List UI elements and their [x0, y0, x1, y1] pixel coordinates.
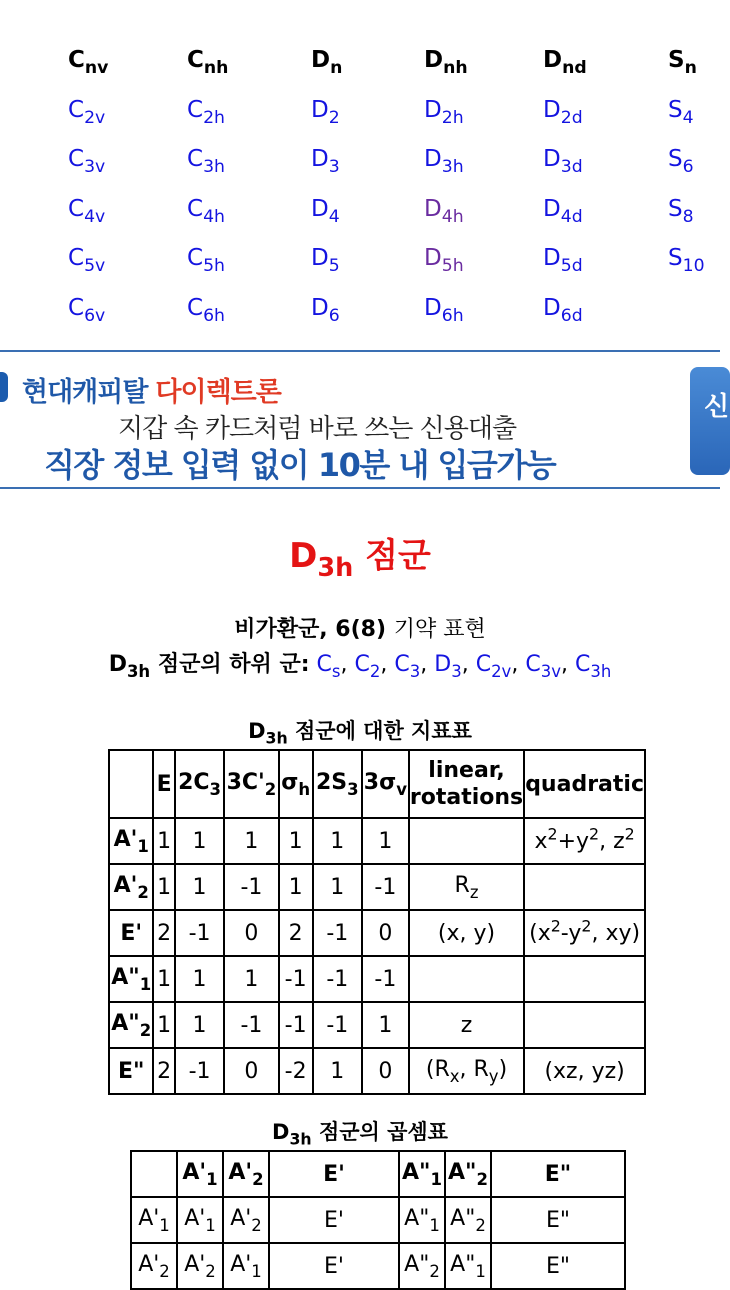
row-A2p: $A'_2$	[131, 1243, 177, 1289]
point-group-row	[0, 179, 720, 229]
group-info: 비가환군, 6(8) 기약 표현	[234, 617, 486, 642]
table-row	[109, 864, 645, 910]
point-group-link[interactable]: $D_{2d}$	[543, 96, 583, 128]
table-cell: 0	[362, 1048, 409, 1094]
irrep-A2pp: $A"_2$	[109, 1002, 153, 1048]
character-table	[108, 749, 646, 1095]
table-cell: 1	[224, 818, 278, 864]
point-group-link[interactable]: $C_{4v}$	[68, 195, 106, 227]
table-cell: 2	[279, 910, 313, 956]
point-group-link[interactable]: $C_{3h}$	[187, 146, 225, 178]
table-cell	[524, 1002, 645, 1048]
point-group-link[interactable]: $C_{2h}$	[187, 96, 225, 128]
point-group-link[interactable]: $C_{3v}$	[68, 146, 106, 178]
table-cell: -2	[279, 1048, 313, 1094]
table-row	[109, 818, 645, 864]
table-cell: 1	[153, 1002, 174, 1048]
col-sigma-h: $\sigma_h$	[279, 750, 313, 818]
point-group-link[interactable]: $S_4$	[668, 96, 694, 128]
point-group-link[interactable]: $D_{5d}$	[543, 245, 583, 277]
table-cell: E'	[269, 1197, 399, 1243]
irrep-Epp: E"	[109, 1048, 153, 1094]
table-cell: 1	[153, 818, 174, 864]
point-group-grid	[0, 30, 720, 327]
col-3C2p: $3C'_2$	[224, 750, 278, 818]
quadratic-A1p: $x^2+y^2$, $z^2$	[524, 818, 645, 864]
point-group-link[interactable]: $C_{5h}$	[187, 245, 225, 277]
table-cell: -1	[313, 1002, 362, 1048]
table-cell: E'	[269, 1243, 399, 1289]
point-group-link[interactable]: $D_6$	[311, 294, 340, 326]
table-row	[109, 1002, 645, 1048]
page-title: $D_{3h}$ 점군	[289, 536, 431, 583]
table-cell: 1	[224, 956, 278, 1002]
table-cell: -1	[279, 1002, 313, 1048]
linear-A2pp: z	[409, 1002, 524, 1048]
point-group-link[interactable]: $C_{5v}$	[68, 245, 106, 277]
point-group-link[interactable]: $S_{10}$	[668, 245, 705, 277]
corner-cell	[109, 750, 153, 818]
col-quadratic: quadratic	[524, 750, 645, 818]
point-group-link[interactable]: $D_{4d}$	[543, 195, 583, 227]
table-cell: E"	[491, 1243, 625, 1289]
col-A1pp: $A"_1$	[399, 1151, 445, 1197]
table-cell	[409, 818, 524, 864]
col-linear-rotations: linear, rotations	[409, 750, 524, 818]
table-cell: E"	[491, 1197, 625, 1243]
point-group-link[interactable]: $D_{6d}$	[543, 294, 583, 326]
table-cell: -1	[362, 864, 409, 910]
table-cell: 1	[362, 1002, 409, 1048]
table-cell: $A'_2$	[223, 1197, 269, 1243]
table-cell: -1	[313, 956, 362, 1002]
table-row	[131, 1197, 625, 1243]
point-group-link[interactable]: $D_{6h}$	[424, 294, 464, 326]
irrep-Ep: E'	[109, 910, 153, 956]
subgroup-link[interactable]: $C_{3h}$	[574, 652, 612, 681]
point-group-link[interactable]: $D_3$	[311, 146, 340, 178]
col-A1p: $A'_1$	[177, 1151, 223, 1197]
col-A2p: $A'_2$	[223, 1151, 269, 1197]
point-group-header: $D_{nh}$	[424, 47, 468, 79]
corner-cell	[131, 1151, 177, 1197]
point-group-link[interactable]: $D_5$	[311, 245, 340, 277]
col-Ep: E'	[269, 1151, 399, 1197]
table-cell: $A'_2$	[177, 1243, 223, 1289]
table-cell: -1	[224, 1002, 278, 1048]
point-group-link[interactable]: $D_{2h}$	[424, 96, 464, 128]
table-cell: 2	[153, 910, 174, 956]
point-group-link[interactable]: $C_{6h}$	[187, 294, 225, 326]
linear-Ep: (x, y)	[409, 910, 524, 956]
table-row	[109, 910, 645, 956]
quadratic-Epp: (xz, yz)	[524, 1048, 645, 1094]
table-cell: 0	[362, 910, 409, 956]
point-group-header: $C_{nh}$	[187, 47, 229, 79]
product-table	[130, 1150, 626, 1290]
table-cell: $A"_2$	[445, 1197, 491, 1243]
point-group-link[interactable]: $D_{3h}$	[424, 146, 464, 178]
table-cell: 0	[224, 1048, 278, 1094]
row-A1p: $A'_1$	[131, 1197, 177, 1243]
banner-line3: 직장 정보 입력 없이 10분 내 입금가능	[44, 446, 556, 484]
quadratic-Ep: ($x^2-y^2$, xy)	[524, 910, 645, 956]
table-cell: -1	[175, 910, 224, 956]
col-3sigma-v: $3\sigma_v$	[362, 750, 409, 818]
col-E: E	[153, 750, 174, 818]
table-header-row	[109, 750, 645, 818]
col-2C3: $2C_3$	[175, 750, 224, 818]
table-cell: 1	[153, 956, 174, 1002]
linear-A2p: $R_z$	[409, 864, 524, 910]
table-cell: -1	[362, 956, 409, 1002]
subgroup-link[interactable]: $C_3$	[394, 652, 421, 681]
subgroup-link[interactable]: $C_2$	[354, 652, 381, 681]
table-cell: 0	[224, 910, 278, 956]
ad-banner[interactable]	[0, 350, 730, 489]
table-cell: -1	[279, 956, 313, 1002]
point-group-link[interactable]: $D_{5h}$	[424, 245, 464, 277]
table-cell: 1	[175, 864, 224, 910]
table-cell: 1	[175, 956, 224, 1002]
point-group-header: $C_{nv}$	[68, 47, 109, 79]
character-table-caption: $D_{3h}$ 점군에 대한 지표표	[248, 719, 472, 748]
brand-logo-icon	[0, 372, 8, 402]
table-cell: 1	[153, 864, 174, 910]
table-cell: 1	[279, 818, 313, 864]
point-group-row	[0, 80, 720, 130]
table-cell: -1	[313, 910, 362, 956]
table-header-row	[131, 1151, 625, 1197]
table-cell: 1	[313, 818, 362, 864]
point-group-link[interactable]: $C_{6v}$	[68, 294, 106, 326]
irrep-A1pp: $A"_1$	[109, 956, 153, 1002]
table-cell	[409, 956, 524, 1002]
banner-brand: 현대캐피탈 다이렉트론	[22, 377, 281, 408]
point-group-link[interactable]: $S_6$	[668, 146, 694, 178]
point-group-header: $D_{nd}$	[543, 47, 587, 79]
table-cell: 1	[313, 864, 362, 910]
subgroup-link[interactable]: $D_3$	[434, 652, 462, 681]
point-group-header: $D_n$	[311, 47, 343, 79]
col-2S3: $2S_3$	[313, 750, 362, 818]
table-cell: $A'_1$	[177, 1197, 223, 1243]
subgroups-line: $D_{3h}$ 점군의 하위 군: $C_s$, $C_2$, $C_3$, $D_3$, $C_{2v}$, $C_{3v}$, $C_{3h}$	[108, 652, 612, 681]
irrep-A1p: $A'_1$	[109, 818, 153, 864]
point-group-row	[0, 129, 720, 179]
table-cell: $A"_1$	[445, 1243, 491, 1289]
table-cell: -1	[175, 1048, 224, 1094]
banner-line2: 지갑 속 카드처럼 바로 쓰는 신용대출	[118, 414, 517, 444]
subgroup-link[interactable]: $C_{3v}$	[525, 652, 561, 681]
col-Epp: E"	[491, 1151, 625, 1197]
point-group-link[interactable]: $C_{4h}$	[187, 195, 225, 227]
table-cell: 1	[279, 864, 313, 910]
point-group-header: $S_n$	[668, 47, 697, 79]
table-cell: 1	[362, 818, 409, 864]
subgroup-link[interactable]: $C_{2v}$	[475, 652, 512, 681]
point-group-link[interactable]: $D_4$	[311, 195, 340, 227]
product-table-caption: $D_{3h}$ 점군의 곱셈표	[272, 1120, 448, 1149]
table-cell: 1	[175, 818, 224, 864]
table-cell: 2	[153, 1048, 174, 1094]
table-cell: 1	[175, 1002, 224, 1048]
point-group-link[interactable]: $D_{3d}$	[543, 146, 583, 178]
table-cell: $A"_1$	[399, 1197, 445, 1243]
table-row	[109, 1048, 645, 1094]
point-group-header-row	[0, 30, 720, 80]
point-group-row	[0, 278, 720, 328]
table-cell	[524, 956, 645, 1002]
point-group-link[interactable]: $S_8$	[668, 195, 694, 227]
table-cell: -1	[224, 864, 278, 910]
table-row	[131, 1243, 625, 1289]
point-group-link[interactable]: $C_{2v}$	[68, 96, 106, 128]
subgroup-link[interactable]: $C_s$	[316, 652, 341, 681]
point-group-link[interactable]: $D_{4h}$	[424, 195, 464, 227]
point-group-row	[0, 228, 720, 278]
col-A2pp: $A"_2$	[445, 1151, 491, 1197]
banner-cta-button[interactable]: 신	[690, 367, 730, 475]
table-row	[109, 956, 645, 1002]
point-group-link[interactable]: $D_2$	[311, 96, 340, 128]
irrep-A2p: $A'_2$	[109, 864, 153, 910]
table-cell	[524, 864, 645, 910]
linear-Epp: ($R_x$, $R_y$)	[409, 1048, 524, 1094]
table-cell: $A'_1$	[223, 1243, 269, 1289]
table-cell: 1	[313, 1048, 362, 1094]
table-cell: $A"_2$	[399, 1243, 445, 1289]
